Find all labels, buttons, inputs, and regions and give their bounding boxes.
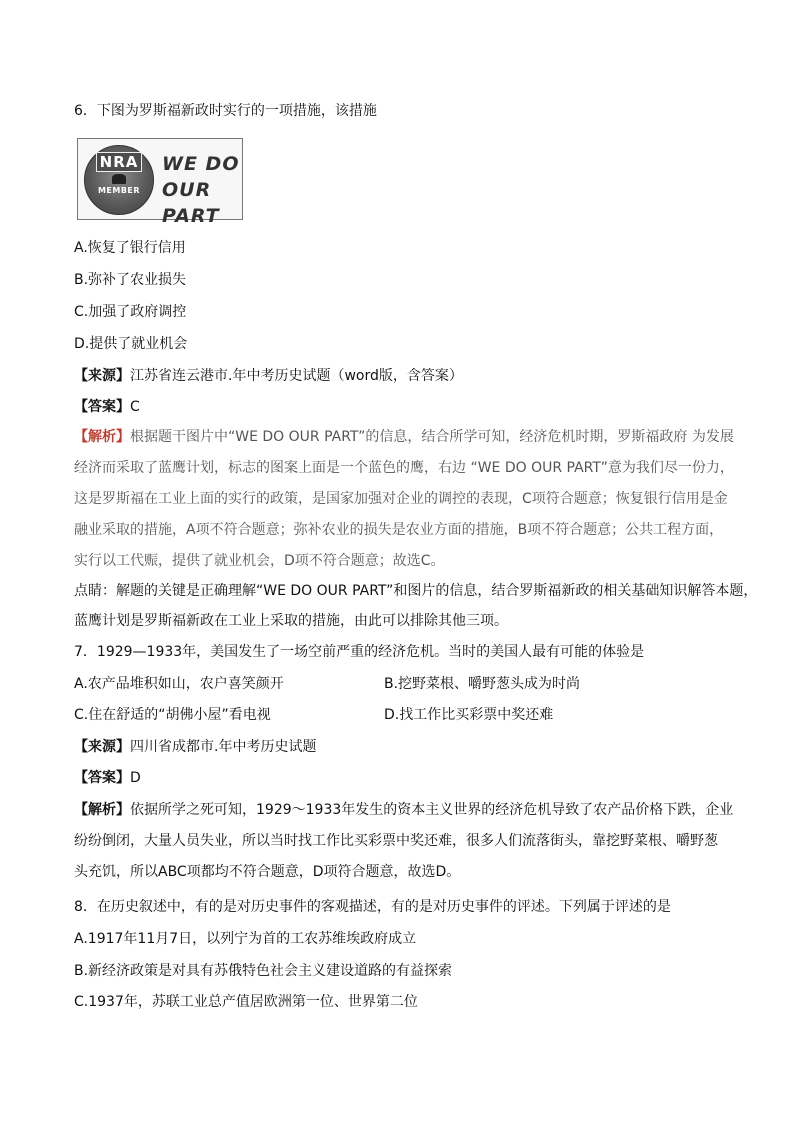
q8-option-c: C.1937年，苏联工业总产值居欧洲第一位、世界第二位 <box>74 994 418 1010</box>
nra-motto-line2: OUR PART <box>162 179 220 227</box>
nra-motto-line1: WE DO <box>162 153 240 175</box>
q6-analysis-line-4: 融业采取的措施，A项不符合题意；弥补农业的损失是农业方面的措施，B项不符合题意；公共工程方面， <box>74 522 724 538</box>
nra-poster-image <box>77 138 243 227</box>
nra-motto <box>162 151 240 229</box>
q7-source-tag: 【来源】 <box>74 739 130 755</box>
q8-option-a: A.1917年11月7日，以列宁为首的工农苏维埃政府成立 <box>74 931 417 947</box>
q6-option-a: A.恢复了银行信用 <box>74 240 186 256</box>
q7-options-row-1 <box>74 674 581 694</box>
q7-analysis-line-2: 纷纷倒闭，大量人员失业，所以当时找工作比买彩票中奖还难，很多人们流落街头，靠挖野菜根、嚼野葱 <box>74 833 718 849</box>
q6-option-b: B.弥补了农业损失 <box>74 272 187 288</box>
q7-option-d: D.找工作比买彩票中奖还难 <box>384 707 554 723</box>
q8-option-b: B.新经济政策是对具有苏俄特色社会主义建设道路的有益探索 <box>74 963 453 979</box>
q6-analysis-line-1: 【解析】根据题干图片中“WE DO OUR PART”的信息，结合所学可知，经济危机时期，罗斯福政府 为发展 <box>74 429 734 445</box>
q7-answer <box>74 768 141 788</box>
blue-eagle-icon <box>112 174 126 184</box>
q6-analysis-line-5: 实行以工代赈，提供了就业机会，D项不符合题意；故选C。 <box>74 553 445 569</box>
q6-source-text: 江苏省连云港市.年中考历史试题（word版，含答案） <box>130 368 463 384</box>
nra-seal-top-text: NRA <box>96 152 143 172</box>
q7-option-a: A.农产品堆积如山，农户喜笑颜开 <box>74 676 284 692</box>
q8-stem: 8．在历史叙述中，有的是对历史事件的客观描述，有的是对历史事件的评述。下列属于评述的是 <box>74 899 671 915</box>
q7-option-b: B.挖野菜根、嚼野葱头成为时尚 <box>384 676 581 692</box>
q6-source <box>74 366 463 386</box>
q6-analysis-line-2: 经济而采取了蓝鹰计划，标志的图案上面是一个蓝色的鹰，右边 “WE DO OUR PART”意为我们尽一份力， <box>74 460 734 476</box>
q6-option-c: C.加强了政府调控 <box>74 304 187 320</box>
q7-source <box>74 737 316 757</box>
q6-tip-line-1: 点睛：解题的关键是正确理解“WE DO OUR PART”和图片的信息，结合罗斯福新政的相关基础知识解答本题， <box>74 583 758 599</box>
q7-stem: 7．1929—1933年，美国发生了一场空前严重的经济危机。当时的美国人最有可能的体验是 <box>74 644 645 660</box>
q6-stem: 6．下图为罗斯福新政时实行的一项措施，该措施 <box>74 103 377 119</box>
nra-seal-bottom-text: MEMBER <box>97 186 141 195</box>
q6-answer <box>74 397 140 417</box>
q7-analysis-line-1: 【解析】依据所学之死可知，1929～1933年发生的资本主义世界的经济危机导致了农产品价格下跌，企业 <box>74 802 734 818</box>
q6-analysis-tag: 【解析】 <box>74 429 130 445</box>
q7-options-row-2 <box>74 705 554 725</box>
q6-option-d: D.提供了就业机会 <box>74 336 188 352</box>
q7-option-c: C.住在舒适的“胡佛小屋”看电视 <box>74 707 271 723</box>
q6-analysis-line-3: 这是罗斯福在工业上面的实行的政策，是国家加强对企业的调控的表现，C项符合题意；恢复银行信用是金 <box>74 491 728 507</box>
q6-source-tag: 【来源】 <box>74 368 130 384</box>
q7-analysis-tag: 【解析】 <box>74 802 130 818</box>
q6-answer-value: C <box>130 399 140 415</box>
q6-tip-line-2: 蓝鹰计划是罗斯福新政在工业上采取的措施，由此可以排除其他三项。 <box>74 613 508 629</box>
q7-answer-tag: 【答案】 <box>74 770 130 786</box>
q7-analysis-line-3: 头充饥，所以ABC项都均不符合题意，D项符合题意，故选D。 <box>74 864 461 880</box>
nra-seal-icon <box>84 145 154 215</box>
q7-answer-value: D <box>130 770 141 786</box>
q6-answer-tag: 【答案】 <box>74 399 130 415</box>
q7-source-text: 四川省成都市.年中考历史试题 <box>130 739 317 755</box>
